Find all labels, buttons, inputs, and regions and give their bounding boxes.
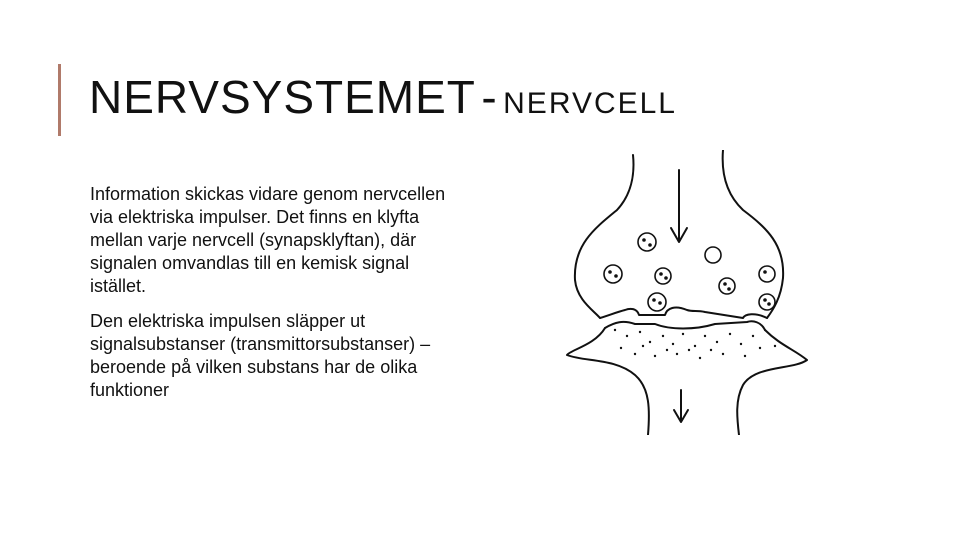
title-main: NERVSYSTEMET bbox=[89, 71, 476, 123]
neurotransmitter-dots bbox=[614, 329, 776, 359]
arrow-down-top-icon bbox=[671, 170, 687, 242]
arrow-down-bottom-icon bbox=[674, 390, 688, 422]
paragraph-information: Information skickas vidare genom nervcellen via elektriska impulser. Det finns en klyfta mellan varje nervcell (synapsklyftan), där signalen omvandlas till en kemisk signal istället. bbox=[90, 184, 446, 296]
synapse-illustration bbox=[555, 150, 815, 435]
slide-title bbox=[89, 71, 677, 123]
paragraph-impulse: Den elektriska impulsen släpper ut signalsubstanser (transmittorsubstanser) – beroende på vilken substans har de olika funktioner bbox=[90, 311, 431, 400]
postsynaptic-terminal bbox=[567, 328, 649, 435]
title-subtitle: NERVCELL bbox=[503, 87, 677, 120]
body-text bbox=[90, 183, 450, 414]
title-accent-bar bbox=[58, 64, 61, 136]
vesicles bbox=[604, 233, 775, 311]
title-separator: - bbox=[481, 71, 498, 123]
presynaptic-terminal bbox=[575, 155, 634, 318]
